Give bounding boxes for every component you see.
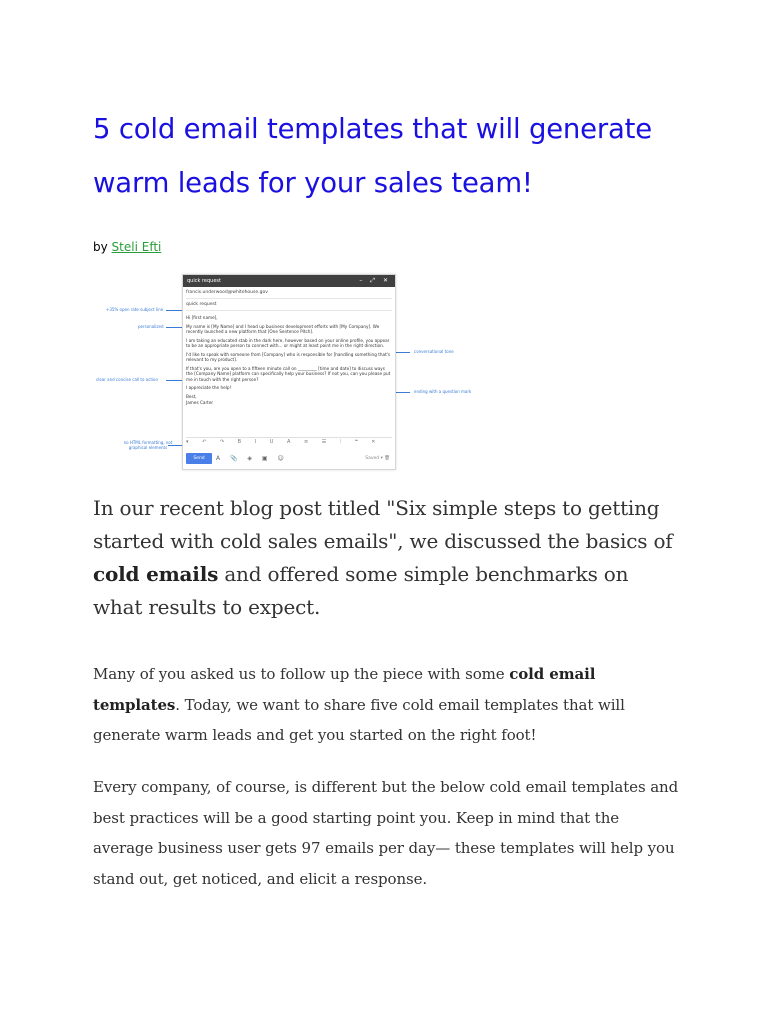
- paragraph: Every company, of course, is different but the below cold email templates and best practices will be a good starting point you. Keep in mind that the average business user gets 97 emails per day— these templates will help you stand out, get noticed, and elicit a response.: [93, 778, 679, 888]
- body-line: My name is [My Name] and I head up business development efforts with [My Company]. We recently launched a new platform that [One Sentence Pitch].: [186, 323, 380, 334]
- article-title: 5 cold email templates that will generate warm leads for your sales team!: [93, 113, 652, 199]
- body-line: If that's you, are you open to a fifteen minute call on _________ [time and date] to discuss ways the [Company Name] platform can specifically help your business? If not you, can you please put me in touch with the right person?: [186, 365, 391, 382]
- annotation-formatting: no HTML formatting, not graphical elements: [123, 440, 173, 450]
- body-line: I appreciate the help!: [186, 385, 232, 390]
- body-line: Hi [first name],: [186, 315, 218, 320]
- text-run: and offered some simple benchmarks on what results to expect.: [93, 562, 629, 619]
- annotation-line: [396, 392, 410, 393]
- to-field: francis.underwood@whitehouse.gov: [186, 287, 392, 299]
- compose-title: quick request: [187, 278, 221, 284]
- annotation-question: ending with a question mark: [414, 389, 472, 394]
- text-run: In our recent blog post titled "Six simple steps to getting started with cold sales emails", we discussed the basics of: [93, 496, 673, 553]
- subject-field: quick request: [186, 299, 392, 311]
- byline-prefix: by: [93, 240, 108, 254]
- author-link[interactable]: Steli Efti: [111, 240, 162, 254]
- compose-footer: [186, 453, 392, 465]
- window-controls-icon: – ⤢ ✕: [359, 277, 391, 284]
- text-run: . Today, we want to share five cold email templates that will generate warm leads and get you started on the right foot!: [93, 695, 625, 744]
- email-template-figure: [96, 272, 472, 472]
- paragraph: [93, 659, 683, 751]
- attachment-icons: A 📎 ◈ ▣ ☺: [216, 455, 288, 462]
- bold-phrase: cold email templates: [93, 665, 596, 714]
- body-line: I am taking an educated stab in the dark here, however based on your online profile, you appear to be an appropriate person to connect with... or might at least point me in the right direction.: [186, 337, 390, 348]
- email-compose-window: [182, 274, 396, 470]
- annotation-line: [396, 352, 410, 353]
- body-line: I'd like to speak with someone from [Company] who is responsible for [handling something that's relevant to my product].: [186, 351, 391, 362]
- annotation-tone: conversational tone: [414, 349, 454, 354]
- bold-phrase: cold emails: [93, 562, 219, 586]
- body-line: Best,: [186, 393, 197, 399]
- byline: [93, 240, 161, 254]
- saved-status: Saved ▾ 🗑: [365, 456, 390, 461]
- send-button: Send: [186, 453, 212, 464]
- annotation-cta: clear and concise call to action: [96, 377, 158, 382]
- intro-paragraph: [93, 492, 673, 624]
- annotation-personalized: personalized: [138, 324, 164, 329]
- formatting-toolbar-icon: ▾ ↶ ↷ B I U A ≡ ☰ ⁝ ❝ ✕: [186, 437, 392, 447]
- body-line: James Carter: [186, 400, 214, 405]
- email-body: [186, 315, 392, 406]
- compose-header: [183, 275, 395, 287]
- annotation-subject: +35% open rate subject line: [106, 307, 164, 312]
- text-run: Many of you asked us to follow up the piece with some: [93, 665, 510, 683]
